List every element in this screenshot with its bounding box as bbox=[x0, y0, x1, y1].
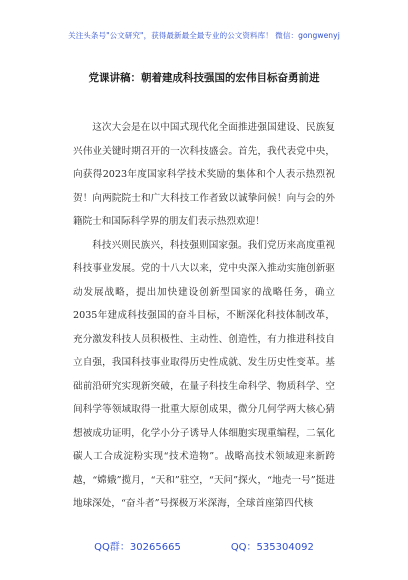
paragraph-1: 这次大会是在以中国式现代化全面推进强国建设、民族复兴伟业关键时期召开的一次科技盛会。首先，我代表党中央，向获得2023年度国家科学技术奖励的集体和个人表示热烈祝贺！向两院院士和广大科技工作者致以诚挚问候！向与会的外籍院士和国际科学界的朋友们表示热烈欢迎！ bbox=[73, 122, 335, 227]
qq-group-text: QQ群：30265665 bbox=[94, 542, 181, 553]
document-body bbox=[73, 116, 335, 516]
paragraph-2: 科技兴则民族兴，科技强则国家强。我们党历来高度重视科技事业发展。党的十八大以来，党中央深入推动实施创新驱动发展战略，提出加快建设创新型国家的战略任务，确立2035年建成科技强国的奋斗目标，不断深化科技体制改革，充分激发科技人员积极性、主动性、创造性，有力推进科技自立自强，我国科技事业取得历史性成就、发生历史性变革。基础前沿研究实现新突破，在量子科技生命科学、物质科学、空间科学等领域取得一批重大原创成果，微分几何学两大核心猜想被成功证明，化学小分子诱导人体细胞实现重编程，二氧化碳人工合成淀粉实现“技术造物”。战略高技术领域迎来新跨越，“嫦娥”揽月，“天和”驻空，“天问”探火，“地壳一号”挺进地球深处，“奋斗者”号探极万米深海，全球首座第四代核 bbox=[73, 239, 335, 509]
promo-header: 关注头条号"公文研究"，获得最新最全最专业的公文资料库！ 微信：gongwenyj bbox=[68, 31, 340, 40]
document-title: 党课讲稿：朝着建成科技强国的宏伟目标奋勇前进 bbox=[88, 72, 320, 84]
qq-contact-text: QQ：535304092 bbox=[230, 542, 314, 553]
contact-footer bbox=[0, 538, 408, 553]
